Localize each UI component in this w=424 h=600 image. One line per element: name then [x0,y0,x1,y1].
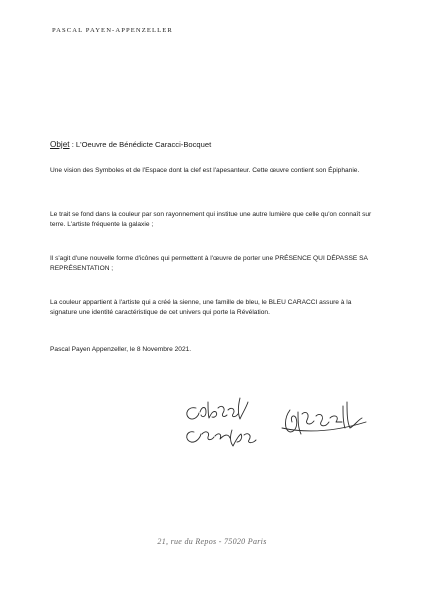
paragraph-vision: Une vision des Symboles et de l'Espace dont la clef est l'apesanteur. Cette œuvre contient son Épiphanie. [50,167,360,174]
paragraph-trait: Le trait se fond dans la couleur par son rayonnement qui institue une autre lumière que celle qu'on connaît sur terre. L'artiste fréquente la galaxie ; [50,211,372,228]
subject-line [50,140,211,149]
letterhead-name: PASCAL PAYEN-APPENZELLER [52,27,173,34]
paragraph-couleur: La couleur appartient à l'artiste qui a créé la sienne, une famille de bleu, le BLEU CARACCI assure à la signature une identité caractéristique de cet univers qui porte la Révélation. [50,299,352,316]
subject-text: L'Oeuvre de Bénédicte Caracci-Bocquet [75,140,212,149]
handwritten-signature [180,388,370,463]
subject-separator: : [69,140,76,149]
footer-address: 21, rue du Repos - 75020 Paris [157,537,267,546]
signoff-line: Pascal Payen Appenzeller, le 8 Novembre 2021. [50,346,192,353]
subject-label: Objet [50,140,70,149]
paragraph-icones: Il s'agit d'une nouvelle forme d'icônes qui permettent à l'œuvre de porter une PRÉSENCE QUI DÉPASSE SA REPRÉSENTATION ; [50,255,368,272]
